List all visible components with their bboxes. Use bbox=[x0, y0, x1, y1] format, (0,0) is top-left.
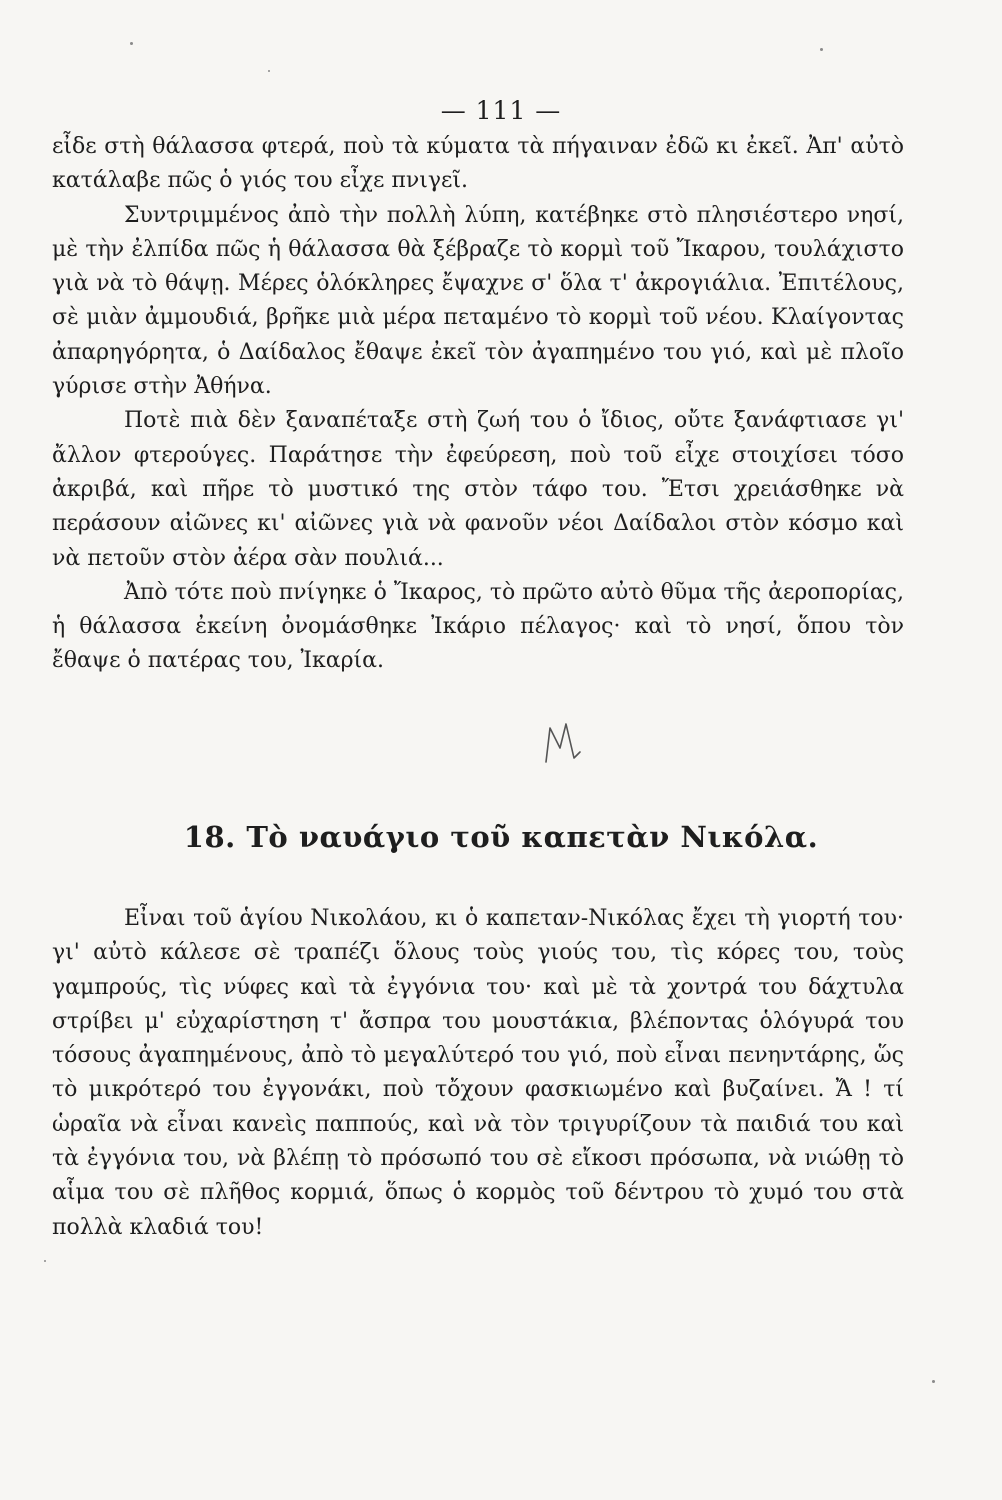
page-number: — 111 — bbox=[440, 96, 562, 125]
section-1-text bbox=[52, 130, 904, 679]
paper-speck bbox=[130, 42, 133, 45]
paper-speck bbox=[268, 70, 270, 72]
paragraph: Συντριμμένος ἀπὸ τὴν πολλὴ λύπη, κατέβηκε στὸ πλησιέστερο νησί, μὲ τὴν ἐλπίδα πῶς ἡ θάλασσα θὰ ξέβραζε τὸ κορμὶ τοῦ Ἴκαρου, τουλάχιστο γιὰ νὰ τὸ θάψῃ. Μέρες ὁλόκληρες ἔψαχνε σ' ὅλα τ' ἀκρογιάλια. Ἐπιτέλους, σὲ μιὰν ἀμμουδιά, βρῆκε μιὰ μέρα πεταμένο τὸ κορμὶ τοῦ νέου. Κλαίγοντας ἀπαρηγόρητα, ὁ Δαίδαλος ἔθαψε ἐκεῖ τὸν ἀγαπημένο του γιό, καὶ μὲ πλοῖο γύρισε στὴν Ἀθήνα. bbox=[52, 202, 904, 400]
section-2-text bbox=[52, 902, 904, 1245]
handwritten-mark bbox=[540, 718, 584, 766]
paper-speck bbox=[44, 1260, 46, 1262]
paragraph: Ποτὲ πιὰ δὲν ξαναπέταξε στὴ ζωή του ὁ ἴδιος, οὔτε ξανάφτιασε γι' ἄλλον φτερούγες. Παράτησε τὴν ἐφεύρεση, ποὺ τοῦ εἶχε στοιχίσει τόσο ἀκριβά, καὶ πῆρε τὸ μυστικό της στὸν τάφο του. Ἔτσι χρειάσθηκε νὰ περάσουν αἰῶνες κι' αἰῶνες γιὰ νὰ φανοῦν νέοι Δαίδαλοι στὸν κόσμο καὶ νὰ πετοῦν στὸν ἀέρα σὰν πουλιά... bbox=[52, 408, 904, 571]
section-title: 18. Τὸ ναυάγιο τοῦ καπετὰν Νικόλα. bbox=[183, 820, 819, 854]
paragraph: Ἀπὸ τότε ποὺ πνίγηκε ὁ Ἴκαρος, τὸ πρῶτο αὐτὸ θῦμα τῆς ἀεροπορίας, ἡ θάλασσα ἐκείνη ὀνομάσθηκε Ἰκάριο πέλαγος· καὶ τὸ νησί, ὅπου τὸν ἔθαψε ὁ πατέρας του, Ἰκαρία. bbox=[52, 579, 904, 674]
paragraph: εἶδε στὴ θάλασσα φτερά, ποὺ τὰ κύματα τὰ πήγαιναν ἐδῶ κι ἐκεῖ. Ἀπ' αὐτὸ κατάλαβε πῶς ὁ γιός του εἶχε πνιγεῖ. bbox=[52, 134, 904, 194]
paragraph: Εἶναι τοῦ ἁγίου Νικολάου, κι ὁ καπεταν-Νικόλας ἔχει τὴ γιορτή του· γι' αὐτὸ κάλεσε σὲ τραπέζι ὅλους τοὺς γιούς του, τὶς κόρες του, τοὺς γαμπρούς, τὶς νύφες καὶ τὰ ἐγγόνια του· καὶ μὲ τὰ χοντρά του δάχτυλα στρίβει μ' εὐχαρίστηση τ' ἄσπρα του μουστάκια, βλέποντας ὁλόγυρά του τόσους ἀγαπημένους, ἀπὸ τὸ μεγαλύτερό του γιό, ποὺ εἶναι πενηντάρης, ὥς τὸ μικρότερό του ἐγγονάκι, ποὺ τὄχουν φασκιωμένο καὶ βυζαίνει. Ἄ ! τί ὡραῖα νὰ εἶναι κανεὶς παππούς, καὶ νὰ τὸν τριγυρίζουν τὰ παιδιά του καὶ τὰ ἐγγόνια του, νὰ βλέπῃ τὸ πρόσωπό του σὲ εἴκοσι πρόσωπα, νὰ νιώθῃ τὸ αἷμα του σὲ πλῆθος κορμιά, ὅπως ὁ κορμὸς τοῦ δέντρου τὸ χυμό του στὰ πολλὰ κλαδιά του! bbox=[52, 906, 904, 1240]
paper-speck bbox=[932, 1380, 935, 1383]
paper-speck bbox=[820, 48, 823, 51]
